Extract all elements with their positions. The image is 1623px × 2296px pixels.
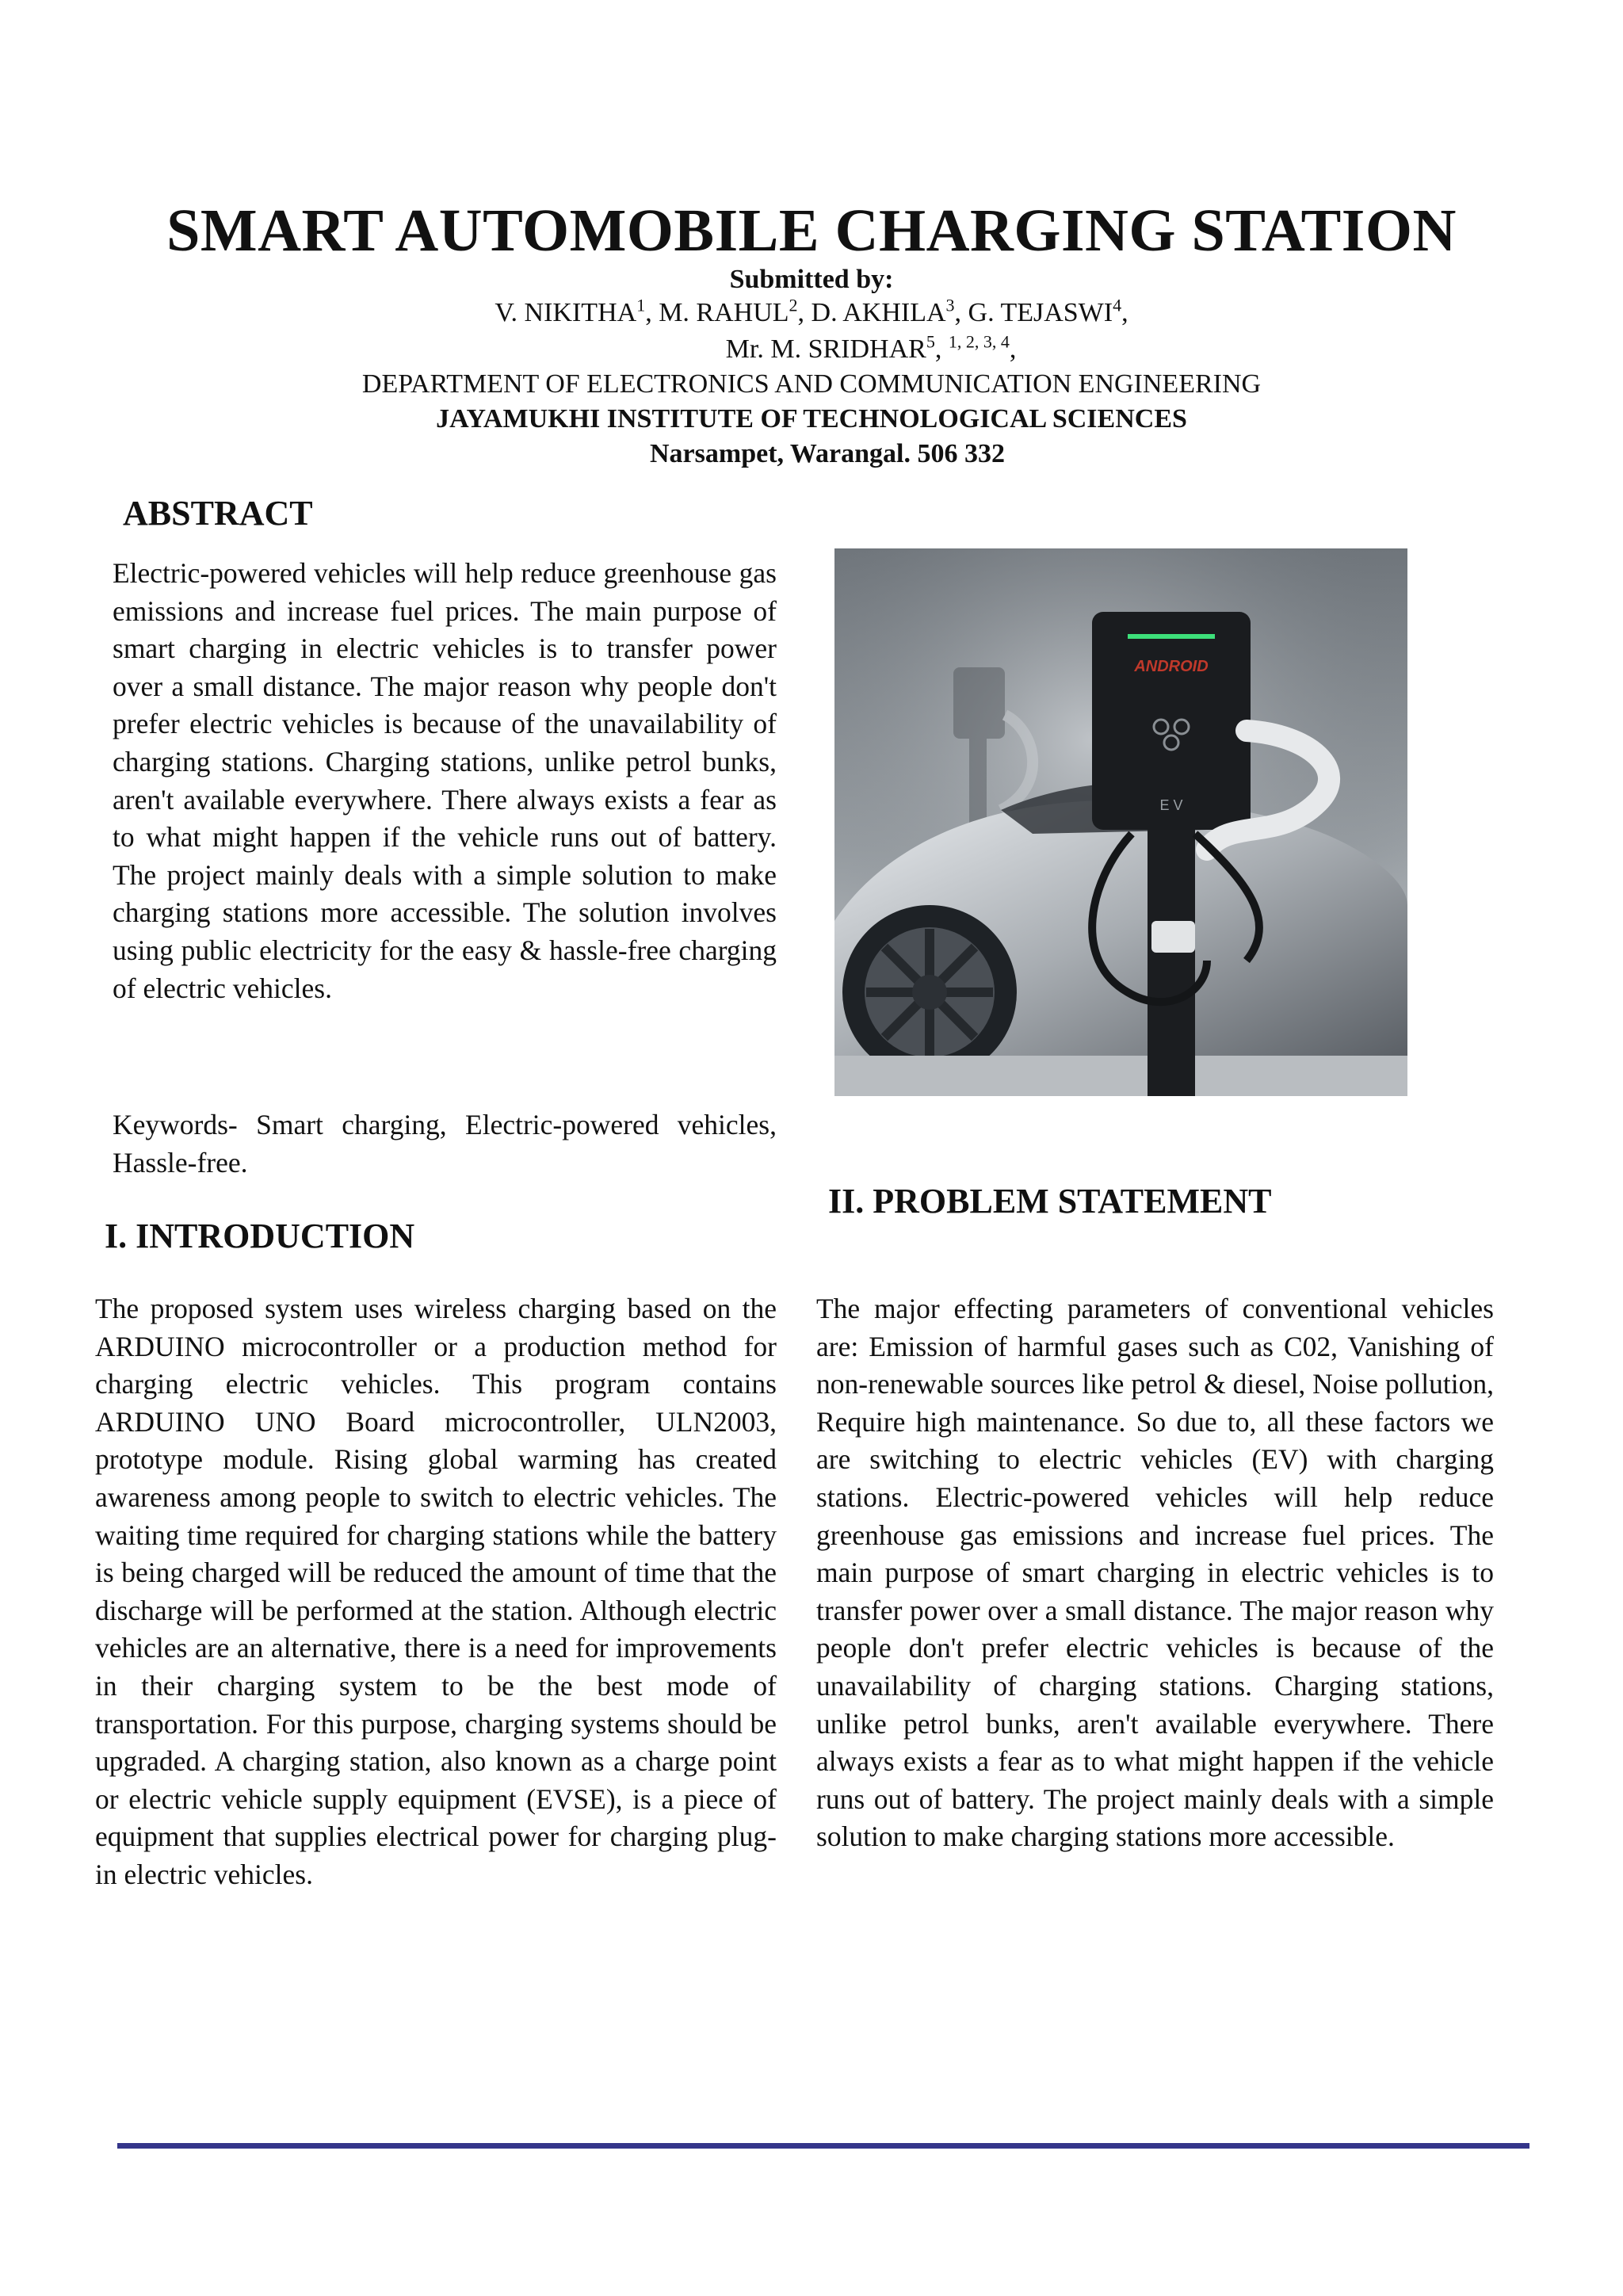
charger-brand-label: ANDROID — [1134, 658, 1209, 675]
author-separator: , — [934, 334, 949, 364]
author-separator: , — [1121, 298, 1128, 327]
address: Narsampet, Warangal. 506 332 — [650, 439, 1005, 468]
author-affiliation: 4 — [1113, 295, 1122, 315]
introduction-heading: I. INTRODUCTION — [105, 1217, 415, 1255]
ev-charging-station-image — [834, 548, 1407, 1096]
author-separator: , — [1009, 334, 1017, 364]
problem-statement-heading: II. PROBLEM STATEMENT — [828, 1182, 1272, 1221]
author-list — [0, 295, 1623, 328]
author-name: Mr. M. SRIDHAR — [725, 334, 926, 364]
institute: JAYAMUKHI INSTITUTE OF TECHNOLOGICAL SCIENCES — [436, 404, 1187, 434]
author-affiliation: 1, 2, 3, 4 — [948, 331, 1010, 352]
author-list-line-2 — [0, 331, 1623, 365]
author-name: , D. AKHILA — [797, 298, 946, 327]
department: DEPARTMENT OF ELECTRONICS AND COMMUNICATION ENGINEERING — [361, 369, 1262, 399]
charger-ev-label: E V — [1159, 797, 1183, 813]
author-affiliation: 2 — [789, 295, 798, 315]
author-name: , M. RAHUL — [645, 298, 789, 327]
keywords: Keywords- Smart charging, Electric-powered vehicles, Hassle-free. — [113, 1109, 777, 1179]
author-name: , G. TEJASWI — [954, 298, 1113, 327]
author-name: V. NIKITHA — [495, 298, 637, 327]
ev-charger-illustration — [834, 548, 1407, 1096]
paper-title: SMART AUTOMOBILE CHARGING STATION — [166, 197, 1457, 264]
footer-rule — [117, 2143, 1529, 2149]
abstract-heading: ABSTRACT — [123, 494, 313, 533]
submitted-label: Submitted by: — [729, 265, 894, 294]
author-affiliation: 3 — [945, 295, 955, 315]
author-affiliation: 1 — [636, 295, 646, 315]
problem-statement-text: The major effecting parameters of conventional vehicles are: Emission of harmful gases such as C02, Vanishing of non-renewable sources like petrol & diesel, Noise pollution, Require high maintenance. So due to, all these factors we are switching to electric vehicles (EV) with charging stations. Electric-powered vehicles will help reduce greenhouse gas emissions and increase fuel prices. The main purpose of smart charging in electric vehicles is to transfer power over a small distance. The major reason why people don't prefer electric vehicles is because of the unavailability of charging stations. Charging stations, unlike petrol bunks, aren't available everywhere. There always exists a fear as to what might happen if the vehicle runs out of battery. The project mainly deals with a simple solution to make charging stations more accessible. — [816, 1293, 1494, 1853]
introduction-text: The proposed system uses wireless charging based on the ARDUINO microcontroller or a production method for charging electric vehicles. This program contains ARDUINO UNO Board microcontroller, ULN2003, prototype module. Rising global warming has created awareness among people to switch to electric vehicles. The waiting time required for charging stations while the battery is being charged will be reduced the amount of time that the discharge will be performed at the station. Although electric vehicles are an alternative, there is a need for improvements in their charging system to be the best mode of transportation. For this purpose, charging systems should be upgraded. A charging station, also known as a charge point or electric vehicle supply equipment (EVSE), is a piece of equipment that supplies electrical power for charging plug-in electric vehicles. — [95, 1293, 777, 1890]
author-affiliation: 5 — [926, 331, 935, 352]
abstract-text: Electric-powered vehicles will help reduce greenhouse gas emissions and increase fuel prices. The main purpose of smart charging in electric vehicles is to transfer power over a small distance. The major reason why people don't prefer electric vehicles is because of the unavailability of charging stations. Charging stations, unlike petrol bunks, aren't available everywhere. There always exists a fear as to what might happen if the vehicle runs out of battery. The project mainly deals with a simple solution to make charging stations more accessible. The solution involves using public electricity for the easy & hassle-free charging of electric vehicles. — [113, 557, 777, 1004]
